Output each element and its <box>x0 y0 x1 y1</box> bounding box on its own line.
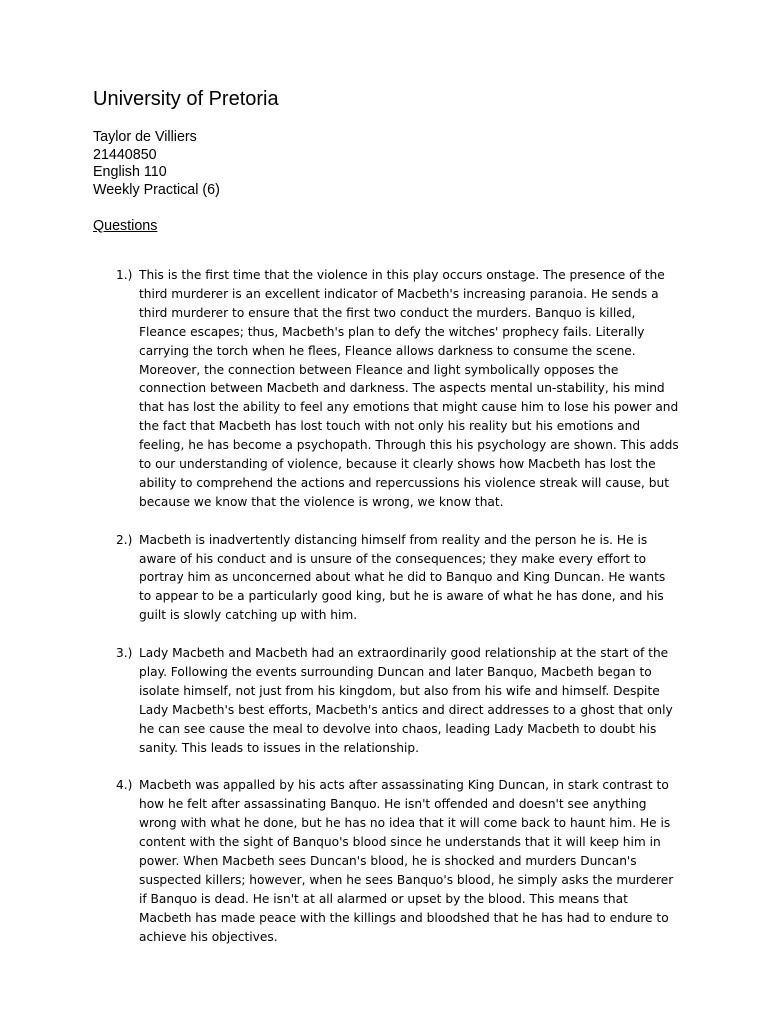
course-name: English 110 <box>93 164 167 181</box>
answer-item <box>116 776 680 946</box>
answer-number: 1.) <box>116 268 133 282</box>
document-title: University of Pretoria <box>93 88 279 110</box>
answer-number: 3.) <box>116 646 133 661</box>
answer-text: Lady Macbeth and Macbeth had an extraordinarily good relationship at the start of the play. Following the events surrounding Duncan and later Banquo, Macbeth began to isolate himself, not just from his kingdom, but also from his wife and himself. Despite Lady Macbeth's best efforts, Macbeth's antics and direct addresses to a ghost that only he can see cause the meal to devolve into chaos, leading Lady Macbeth to doubt his sanity. This leads to issues in the relationship. <box>139 646 673 755</box>
student-number: 21440850 <box>93 146 157 163</box>
answer-text: Macbeth is inadvertently distancing himself from reality and the person he is. He is aware of his conduct and is unsure of the consequences; they make every effort to portray him as unconcerned about what he did to Banquo and King Duncan. He wants to appear to be a particularly good king, but he is aware of what he has done, and his guilt is slowly catching up with him. <box>139 532 666 623</box>
answer-list <box>116 266 680 965</box>
answer-item <box>116 644 680 757</box>
answer-text: Macbeth was appalled by his acts after assassinating King Duncan, in stark contrast to how he felt after assassinating Banquo. He isn't offended and doesn't see anything wrong with what he done, but he has no idea that it will come back to haunt him. He is content with the sight of Banquo's blood since he understands that it will keep him in power. When Macbeth sees Duncan's blood, he is shocked and murders Duncan's suspected killers; however, when he sees Banquo's blood, he simply asks the murderer if Banquo is dead. He isn't at all alarmed or upset by the blood. This means that Macbeth has made peace with the killings and bloodshed that he has had to endure to achieve his objectives. <box>139 778 674 944</box>
answer-number: 4.) <box>116 778 133 793</box>
section-heading: Questions <box>93 218 158 234</box>
answer-item <box>116 531 680 626</box>
answer-text: This is the first time that the violence in this play occurs onstage. The presence of the third murderer is an excellent indicator of Macbeth's increasing paranoia. He sends a third murderer to ensure that the first two conduct the murders. Banquo is killed, Fleance escapes; thus, Macbeth's plan to defy the witches' prophecy fails. Literally carrying the torch when he flees, Fleance allows darkness to consume the scene. Moreover, the connection between Fleance and light symbolically opposes the connection between Macbeth and darkness. The aspects mental un-stability, his mind that has lost the ability to feel any emotions that might cause him to lose his power and the fact that Macbeth has lost touch with not only his reality but his emotions and feeling, he has become a psychopath. Through this his psychology are shown. This adds to our understanding of violence, because it clearly shows how Macbeth has lost the ability to comprehend the actions and repercussions his violence streak will cause, but because we know that the violence is wrong, we know that. <box>139 268 679 509</box>
author-name: Taylor de Villiers <box>93 129 197 145</box>
assignment-name: Weekly Practical (6) <box>93 182 220 199</box>
answer-number: 2.) <box>116 532 133 547</box>
author-details <box>93 129 220 200</box>
answer-item <box>116 266 680 512</box>
